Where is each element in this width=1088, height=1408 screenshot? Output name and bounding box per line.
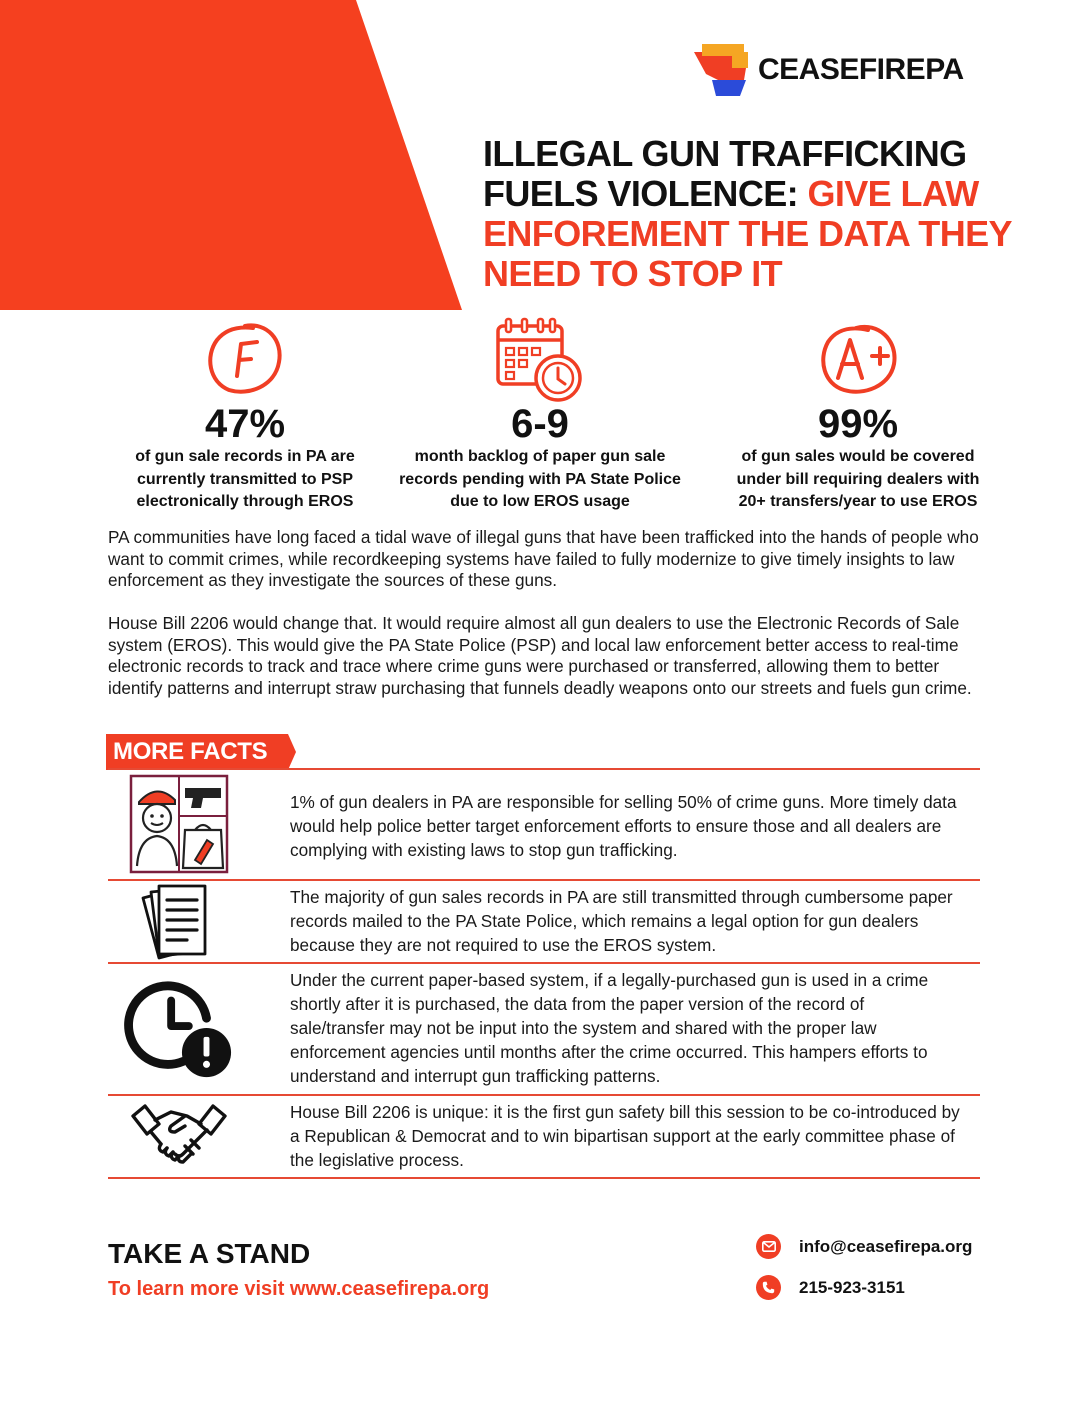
divider — [108, 768, 980, 770]
ceasefirepa-logo[interactable] — [692, 42, 992, 98]
fact-icon-container — [124, 976, 234, 1080]
page-headline — [483, 134, 1043, 294]
stat-description: of gun sale records in PA are currently transmitted to PSP electronically through EROS — [135, 448, 355, 510]
decorative-corner-shape — [0, 0, 462, 310]
stat-description: of gun sales would be covered under bill requiring dealers with 20+ transfers/year to use EROS — [736, 448, 980, 510]
gun-dealer-icon — [129, 774, 229, 874]
fact-text: 1% of gun dealers in PA are responsible for selling 50% of crime guns. More timely data would help police better target enforcement efforts to ensure those and all dealers are complying with existing laws to stop gun trafficking. — [290, 792, 957, 860]
phone-number[interactable]: 215-923-3151 — [799, 1277, 905, 1297]
f-grade-icon — [197, 316, 293, 406]
a-plus-grade-icon — [810, 316, 906, 406]
clock-alert-icon — [124, 976, 234, 1080]
stat-description: month backlog of paper gun sale records pending with PA State Police due to low EROS usage — [399, 448, 681, 510]
logo-wordmark: CEASEFIREPA — [758, 53, 964, 86]
email-contact[interactable] — [756, 1234, 972, 1259]
fact-icon-container — [124, 1102, 234, 1170]
headline-dark: ILLEGAL GUN TRAFFICKING FUELS VIOLENCE: — [483, 133, 967, 214]
email-icon — [756, 1234, 781, 1259]
stat-card-3 — [722, 316, 994, 514]
handshake-icon — [131, 1102, 227, 1170]
website-link[interactable]: To learn more visit www.ceasefirepa.org — [108, 1278, 490, 1300]
take-a-stand-heading: TAKE A STAND — [108, 1238, 311, 1269]
headline-accent: GIVE LAW ENFOREMENT THE DATA THEY NEED TO STOP IT — [483, 173, 1012, 294]
calendar-clock-icon — [492, 316, 588, 406]
divider — [108, 1094, 980, 1096]
divider — [108, 1177, 980, 1179]
stat-value: 47% — [204, 402, 286, 446]
stat-value: 6-9 — [511, 402, 569, 446]
keystone-logo-icon — [692, 42, 752, 98]
fact-text: House Bill 2206 is unique: it is the first gun safety bill this session to be co-introduced by a Republican & Democrat and to win bipartisan support at the early committee phase of the legislative process. — [290, 1102, 960, 1170]
fact-text: The majority of gun sales records in PA are still transmitted through cumbersome paper records mailed to the PA State Police, which remains a legal option for gun dealers because they are not required to use the EROS system. — [290, 887, 953, 955]
more-facts-label: MORE FACTS — [113, 738, 268, 765]
fact-text: Under the current paper-based system, if a legally-purchased gun is used in a crime shortly after it is purchased, the data from the paper version of the record of sale/transfer may not be input into the system and shared with the proper law enforcement agencies until months after the crime occurred. This hampers efforts to understand and interrupt gun trafficking patterns. — [290, 970, 929, 1086]
stat-value: 99% — [817, 402, 899, 446]
intro-paragraph-1: PA communities have long faced a tidal wave of illegal guns that have been trafficked into the hands of people who want to commit crimes, while recordkeeping systems have failed to fully modernize to give timely insights to law enforcement as they investigate the sources of these guns. — [108, 527, 979, 590]
divider — [108, 962, 980, 964]
stat-card-2 — [398, 316, 682, 514]
phone-contact[interactable] — [756, 1275, 905, 1300]
phone-icon — [756, 1275, 781, 1300]
divider — [108, 879, 980, 881]
fact-icon-container — [124, 774, 234, 874]
more-facts-heading — [106, 734, 296, 770]
paper-documents-icon — [137, 882, 221, 960]
fact-icon-container — [124, 882, 234, 960]
stat-card-1 — [100, 316, 390, 514]
email-address[interactable]: info@ceasefirepa.org — [799, 1236, 973, 1256]
intro-paragraph-2: House Bill 2206 would change that. It would require almost all gun dealers to use the Electronic Records of Sale system (EROS). This would give the PA State Police (PSP) and local law enforcement better access to real-time electronic records to track and trace where crime guns were purchased or transferred, allowing them to better identify patterns and interrupt straw purchasing that funnels deadly weapons onto our streets and fuels gun crime. — [108, 613, 972, 698]
